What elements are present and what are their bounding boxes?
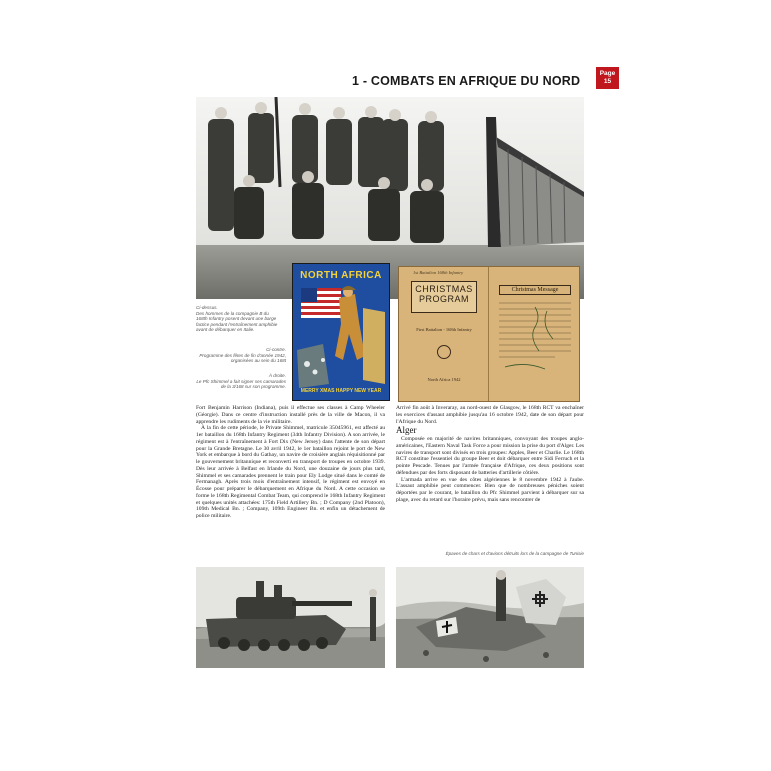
top-caption-label: Ci-dessus. [196, 305, 218, 310]
page-label: Page [599, 70, 616, 77]
top-caption [196, 305, 280, 333]
body-column-left [196, 405, 385, 520]
body-right-paragraph-2: Composée en majorité de navires britanniques, convoyant des troupes anglo-américaines, l'Eastern Naval Task Force a pour mission la prise du port d'Alger. Les navires de transport sont divisés en trois groupes: Apples, Beer et Charlie. Le 168th RCT constitue l'essentiel du groupe Beer et doit débarquer entre Sidi Ferruch et la pointe Pescade. Tenues par l'armée française d'Afrique, ces deux positions sont défendues par des forts disposant de batteries d'artillerie côtière. [396, 436, 584, 476]
right-caption [196, 373, 286, 390]
program-message-title: Christmas Message [499, 285, 571, 295]
body-right-paragraph-3: L'armada arrive en vue des côtes algériennes le 8 novembre 1942 à l'aube. L'assaut amphibie peut commencer. Bien que de nombreuses péniches soient déportées par le courant, le bataillon du Pfc Shimmel parvient à débarquer sur sa plage, avec du retard sur l'horaire prévu, mais sans rencontrer de [396, 476, 584, 503]
program-place-date: North Africa 1942 [427, 377, 461, 382]
top-caption-text: Des hommes de la compagnie B du 168th Infantry posent devant une barge factice pendant l'entraînement amphibie avant de débarquer en Italie. [196, 310, 278, 333]
body-right-paragraph-1: Arrivé fin août à Inveraray, au nord-ouest de Glasgow, le 168th RCT va enchaîner les exercices d'assaut amphibie jusqu'au 16 octobre 1942, date de son départ pour l'Afrique du Nord. [396, 405, 584, 425]
plane-wreck-photo [396, 567, 584, 668]
middle-caption-label: Ci-contre. [266, 347, 286, 352]
body-left-paragraph-2: À la fin de cette période, le Private Shimmel, matricule 35045961, est affecté au 1er bataillon du 168th Infantry Regiment (34th Infantry Division). A son arrivée, le régiment est à l'entraînement à Fort Dix (New Jersey) dans l'attente de son départ pour la Grande Bretagne. Le 30 avril 1942, le 1er bataillon rejoint le port de New York et embarque à bord du Gathay, un navire de croisière anglais réquisitionné par le gouvernement britannique et reconverti en transport de troupes en octobre 1939. Dès leur arrivée à Belfast en Irlande du Nord, une douzaine de jours plus tard, Shimmel et ses camarades prennent le train pour Ely Lodge situé dans le comté de Fermanagh. Après trois mois d'entraînement intensif, le régiment est envoyé en Écosse pour préparer le débarquement en Afrique du Nord. A cette occasion se forme le 168th Regimental Combat Team, qui comprend le 168th Infantry Regiment et quelques unités attachées: 175th Field Artillery Bn. ; D Company (2nd Platoon), 109th Medical Bn. ; Company, 109th Engineer Bn. et enfin un détachement de police militaire. [196, 425, 385, 519]
poster-title: NORTH AFRICA [300, 270, 382, 281]
program-handwriting: 1st Battalion 168th Infantry [413, 270, 464, 275]
program-title-box [411, 281, 477, 313]
plane-wreck-image [396, 567, 584, 668]
tank-wreck-image [196, 567, 385, 668]
poster-footer: MERRY XMAS HAPPY NEW YEAR [300, 388, 382, 394]
program-message-lines [495, 297, 575, 397]
body-column-right [396, 405, 584, 504]
section-subhead: Alger [396, 425, 417, 436]
page-number: 15 [603, 78, 612, 85]
tank-wreck-photo [196, 567, 385, 668]
program-emblem [437, 345, 451, 359]
christmas-program [398, 266, 580, 402]
chapter-title: 1 - COMBATS EN AFRIQUE DU NORD [352, 74, 581, 88]
poster-illustration [293, 264, 389, 400]
middle-caption [196, 347, 286, 364]
program-title-line2: PROGRAM [418, 294, 469, 304]
program-title-line1: CHRISTMAS [415, 284, 473, 294]
program-unit: First Battalion - 168th Infantry [416, 327, 472, 332]
page-number-badge [596, 67, 619, 89]
north-africa-poster [292, 263, 390, 401]
bottom-caption: Épaves de chars et d'avions détruits lors de la campagne de Tunisie [445, 551, 584, 556]
body-left-paragraph-1: Fort Benjamin Harrison (Indiana), puis il effectue ses classes à Camp Wheeler (Géorgie). Dans ce centre d'instruction installé près de la ville de Macon, il va apprendre les rudiments de la vie militaire. [196, 405, 385, 425]
right-caption-label: À droite. [268, 373, 286, 378]
middle-caption-text: Programme des fêtes de fin d'année 1942, organisées au sein du 168t [199, 352, 286, 364]
right-caption-text: Le Pfc Shimmel a fait signer ses camarades de la 3/168 sur son programme. [196, 378, 286, 390]
